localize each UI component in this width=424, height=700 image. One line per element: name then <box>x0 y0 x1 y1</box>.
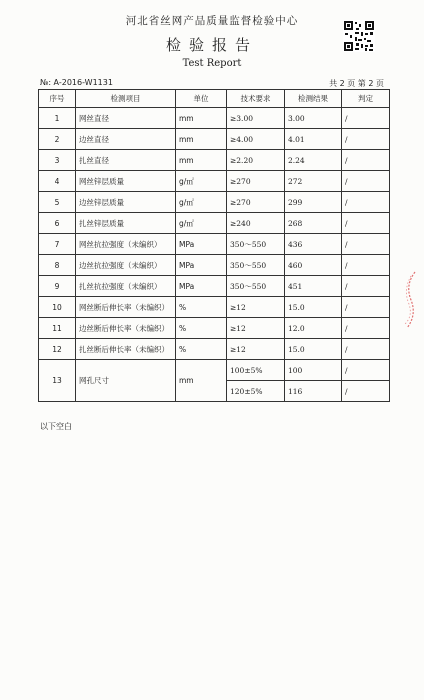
column-header: 单位 <box>176 90 227 108</box>
unit-cell: % <box>176 297 227 318</box>
organization-name: 河北省丝网产品质量监督检验中心 <box>125 15 299 27</box>
result-cell: 436 <box>285 234 342 255</box>
test-results-table <box>38 89 390 402</box>
verdict-cell: / <box>342 108 390 129</box>
test-item-cell: 扎丝断后伸长率（未编织） <box>76 339 176 360</box>
row-number-cell: 4 <box>39 171 76 192</box>
row-number-cell: 3 <box>39 150 76 171</box>
unit-cell: mm <box>176 108 227 129</box>
report-subtitle: Test Report <box>182 58 242 69</box>
result-cell: 3.00 <box>285 108 342 129</box>
test-item-cell: 边丝抗拉强度（未编织） <box>76 255 176 276</box>
row-number-cell: 9 <box>39 276 76 297</box>
test-item-cell: 扎丝锌层质量 <box>76 213 176 234</box>
row-number-cell: 2 <box>39 129 76 150</box>
requirement-cell: ≥270 <box>227 192 285 213</box>
verdict-cell: / <box>342 360 390 381</box>
test-item-cell: 边丝直径 <box>76 129 176 150</box>
verdict-cell: / <box>342 171 390 192</box>
verdict-cell: / <box>342 234 390 255</box>
test-item-cell: 扎丝抗拉强度（未编织） <box>76 276 176 297</box>
unit-cell: % <box>176 339 227 360</box>
table-row <box>39 213 390 234</box>
result-cell: 15.0 <box>285 297 342 318</box>
verdict-cell: / <box>342 318 390 339</box>
result-cell: 15.0 <box>285 339 342 360</box>
red-stamp-mark <box>401 270 419 330</box>
result-cell: 100 <box>285 360 342 381</box>
table-row <box>39 171 390 192</box>
unit-cell: MPa <box>176 276 227 297</box>
result-cell: 272 <box>285 171 342 192</box>
unit-cell: g/㎡ <box>176 171 227 192</box>
row-number-cell: 13 <box>39 360 76 402</box>
table-row <box>39 360 390 381</box>
row-number-cell: 12 <box>39 339 76 360</box>
verdict-cell: / <box>342 255 390 276</box>
requirement-cell: 100±5% <box>227 360 285 381</box>
row-number-cell: 10 <box>39 297 76 318</box>
test-item-cell: 网丝断后伸长率（未编织） <box>76 297 176 318</box>
requirement-cell: ≥12 <box>227 339 285 360</box>
requirement-cell: ≥270 <box>227 171 285 192</box>
row-number-cell: 6 <box>39 213 76 234</box>
verdict-cell: / <box>342 192 390 213</box>
result-cell: 116 <box>285 381 342 402</box>
test-item-cell: 边丝锌层质量 <box>76 192 176 213</box>
row-number-cell: 8 <box>39 255 76 276</box>
verdict-cell: / <box>342 276 390 297</box>
column-header: 检测结果 <box>285 90 342 108</box>
verdict-cell: / <box>342 297 390 318</box>
result-cell: 12.0 <box>285 318 342 339</box>
result-cell: 460 <box>285 255 342 276</box>
unit-cell: mm <box>176 129 227 150</box>
row-number-cell: 5 <box>39 192 76 213</box>
table-row <box>39 255 390 276</box>
table-header-row <box>39 90 390 108</box>
row-number-cell: 7 <box>39 234 76 255</box>
column-header: 检测项目 <box>76 90 176 108</box>
column-header: 判定 <box>342 90 390 108</box>
verdict-cell: / <box>342 339 390 360</box>
table-row <box>39 108 390 129</box>
test-item-cell: 网丝抗拉强度（未编织） <box>76 234 176 255</box>
result-cell: 4.01 <box>285 129 342 150</box>
qr-code-icon <box>343 20 375 52</box>
table-row <box>39 129 390 150</box>
requirement-cell: ≥12 <box>227 318 285 339</box>
row-number-cell: 1 <box>39 108 76 129</box>
table-row <box>39 276 390 297</box>
test-item-cell: 扎丝直径 <box>76 150 176 171</box>
table-row <box>39 339 390 360</box>
result-cell: 268 <box>285 213 342 234</box>
table-row <box>39 234 390 255</box>
verdict-cell: / <box>342 129 390 150</box>
unit-cell: mm <box>176 150 227 171</box>
test-item-cell: 边丝断后伸长率（未编织） <box>76 318 176 339</box>
test-item-cell: 网丝锌层质量 <box>76 171 176 192</box>
requirement-cell: 350～550 <box>227 255 285 276</box>
column-header: 序号 <box>39 90 76 108</box>
unit-cell: % <box>176 318 227 339</box>
requirement-cell: 350～550 <box>227 234 285 255</box>
requirement-cell: 120±5% <box>227 381 285 402</box>
test-item-cell: 网孔尺寸 <box>76 360 176 402</box>
result-cell: 299 <box>285 192 342 213</box>
end-note: 以下空白 <box>40 422 72 431</box>
requirement-cell: ≥3.00 <box>227 108 285 129</box>
verdict-cell: / <box>342 381 390 402</box>
unit-cell: g/㎡ <box>176 192 227 213</box>
requirement-cell: ≥12 <box>227 297 285 318</box>
requirement-cell: ≥2.20 <box>227 150 285 171</box>
page-indicator: 共 2 页 第 2 页 <box>329 79 384 88</box>
table-row <box>39 297 390 318</box>
column-header: 技术要求 <box>227 90 285 108</box>
report-title: 检验报告 <box>165 36 258 54</box>
result-cell: 2.24 <box>285 150 342 171</box>
test-item-cell: 网丝直径 <box>76 108 176 129</box>
unit-cell: mm <box>176 360 227 402</box>
row-number-cell: 11 <box>39 318 76 339</box>
table-body <box>39 108 390 402</box>
unit-cell: MPa <box>176 234 227 255</box>
result-cell: 451 <box>285 276 342 297</box>
table-row <box>39 318 390 339</box>
report-number: №: A-2016-W1131 <box>40 78 113 87</box>
unit-cell: g/㎡ <box>176 213 227 234</box>
requirement-cell: ≥240 <box>227 213 285 234</box>
verdict-cell: / <box>342 213 390 234</box>
requirement-cell: 350～550 <box>227 276 285 297</box>
unit-cell: MPa <box>176 255 227 276</box>
verdict-cell: / <box>342 150 390 171</box>
table-row <box>39 192 390 213</box>
table-row <box>39 150 390 171</box>
requirement-cell: ≥4.00 <box>227 129 285 150</box>
